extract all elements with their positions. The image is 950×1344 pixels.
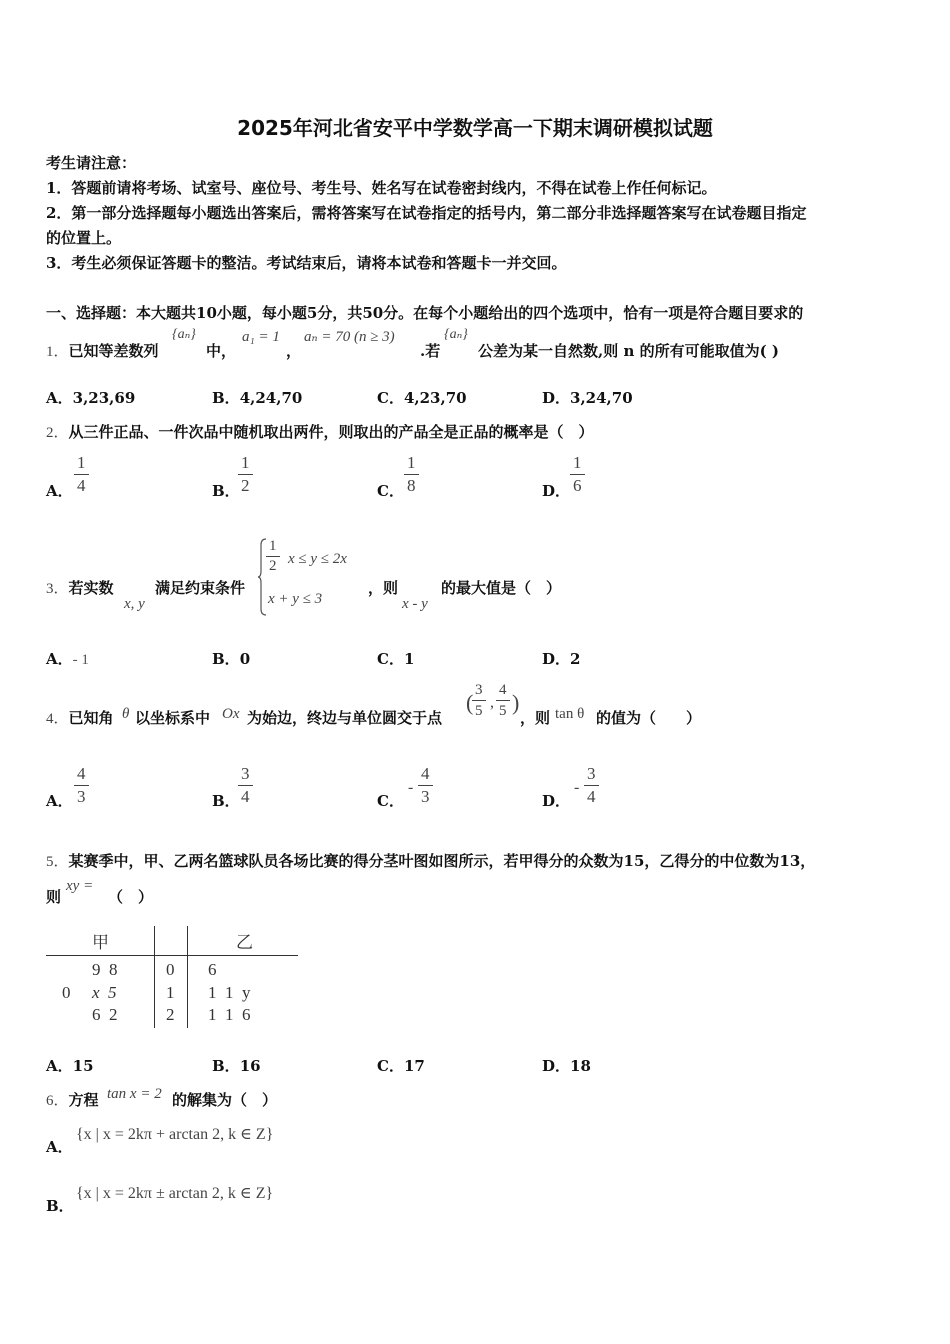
q4-option-c-fraction[interactable]: $\frac{4}{3}$ (418, 763, 433, 808)
q5-option-d[interactable]: D．18 (542, 1057, 591, 1075)
q1-text-3: ， (286, 342, 302, 360)
stem-leaf-row-stem: 0 (166, 960, 175, 979)
q3-text-4: 的最大值是（ ） (441, 579, 562, 597)
q6-option-a-label[interactable]: A． (46, 1138, 73, 1156)
q1-option-a[interactable]: A．3,23,69 (46, 389, 136, 407)
stem-leaf-row-right: 1 1 6 (208, 1005, 251, 1024)
page-title: 2025年河北省安平中学数学高一下期末调研模拟试题 (237, 116, 713, 140)
q6-text-2: 的解集为（ ） (172, 1091, 278, 1109)
q3-option-d[interactable]: D．2 (542, 650, 581, 668)
q3-option-a[interactable]: A．- 1 (46, 650, 89, 668)
q4-option-d-label[interactable]: D． (542, 792, 571, 810)
q3-vars: x, y (124, 596, 145, 612)
q6-option-a-set[interactable]: {x | x = 2kπ + arctan 2, k ∈ Z} (76, 1126, 274, 1143)
q5-option-c[interactable]: C．17 (377, 1057, 425, 1075)
stem-leaf-row-stem: 1 (166, 983, 175, 1002)
notice-heading: 考生请注意： (46, 154, 137, 172)
q1-sequence: {aₙ} (172, 327, 196, 342)
q4-point-y: $\frac{4}{5}$ (496, 680, 510, 721)
q5-expression: xy = (66, 878, 94, 894)
q1-option-b[interactable]: B．4,24,70 (212, 389, 303, 407)
q6-option-b-set[interactable]: {x | x = 2kπ ± arctan 2, k ∈ Z} (76, 1185, 274, 1202)
stem-leaf-row-right: 1 1 y (208, 983, 251, 1002)
question-2: 2．从三件正品、一件次品中随机取出两件，则取出的产品全是正品的概率是（ ） (46, 423, 594, 441)
stem-leaf-row-stem: 2 (166, 1005, 175, 1024)
q4-option-a-fraction[interactable]: $\frac{4}{3}$ (74, 763, 89, 808)
q4-text-2: 以坐标系中 (135, 709, 211, 727)
q2-option-d-fraction[interactable]: $\frac{1}{6}$ (570, 452, 585, 497)
question-5: 5．某赛季中，甲、乙两名篮球队员各场比赛的得分茎叶图如图所示，若甲得分的众数为15，乙得分的中位数为13， (46, 852, 816, 870)
q1-sequence-2: {aₙ} (444, 327, 468, 342)
q4-theta: θ (122, 706, 130, 722)
q4-option-d-fraction[interactable]: $\frac{3}{4}$ (584, 763, 599, 808)
section-heading: 一、选择题：本大题共10小题，每小题5分，共50分。在每个小题给出的四个选项中，恰有一项是符合题目要求的 (46, 304, 804, 322)
q4-option-b-label[interactable]: B． (212, 792, 240, 810)
notice-item-2-cont: 的位置上。 (46, 229, 122, 247)
stem-leaf-divider-left (154, 926, 155, 1028)
q3-option-c[interactable]: C．1 (377, 650, 415, 668)
stem-leaf-plot (46, 926, 300, 1032)
q1-text-5: 公差为某一自然数,则 n 的所有可能取值为( ) (478, 342, 779, 360)
q6-equation: tan x = 2 (107, 1086, 162, 1102)
q4-text-4: ，则 (520, 709, 551, 727)
q5-text-2: 则 (46, 888, 62, 906)
q2-text: 从三件正品、一件次品中随机取出两件，则取出的产品全是正品的概率是（ ） (68, 423, 594, 441)
stem-leaf-divider-right (187, 926, 188, 1028)
q2-option-c-label[interactable]: C． (377, 482, 404, 500)
question-6: 6．方程 (46, 1091, 99, 1109)
q2-option-c-fraction[interactable]: $\frac{1}{8}$ (404, 452, 419, 497)
q1-an: aₙ = 70 (n ≥ 3) (304, 329, 395, 345)
stem-leaf-row-left: x 5 (92, 983, 117, 1002)
q3-text-3: ，则 (368, 579, 399, 597)
stem-leaf-left-header: 甲 (92, 933, 109, 953)
q5-option-b[interactable]: B．16 (212, 1057, 261, 1075)
q5-option-a[interactable]: A．15 (46, 1057, 94, 1075)
q2-option-a-label[interactable]: A． (46, 482, 73, 500)
stem-leaf-row-extra: 0 (62, 983, 71, 1002)
q1-text-2: 中， (206, 342, 237, 360)
question-4: 4．已知角 (46, 709, 114, 727)
q4-ox: Ox (222, 706, 240, 722)
q3-constraint-2: x + y ≤ 3 (268, 591, 323, 607)
q4-option-b-fraction[interactable]: $\frac{3}{4}$ (238, 763, 253, 808)
q4-point-x: $\frac{3}{5}$ (472, 680, 486, 721)
q1-text-4: .若 (420, 342, 441, 360)
stem-leaf-row-left: 6 2 (92, 1005, 118, 1024)
q3-constraint-1: x ≤ y ≤ 2x (288, 551, 347, 567)
q2-option-b-fraction[interactable]: $\frac{1}{2}$ (238, 452, 253, 497)
q4-option-d-sign: - (574, 779, 580, 796)
q1-text-1: 已知等差数列 (68, 342, 159, 360)
question-number: 1． (46, 344, 69, 360)
stem-leaf-right-header: 乙 (236, 933, 253, 953)
q1-option-d[interactable]: D．3,24,70 (542, 389, 633, 407)
q4-tan: tan θ (555, 706, 585, 722)
q3-half-fraction: $\frac{1}{2}$ (266, 537, 280, 576)
q2-option-d-label[interactable]: D． (542, 482, 571, 500)
q2-option-a-fraction[interactable]: $\frac{1}{4}$ (74, 452, 89, 497)
stem-leaf-row-right: 6 (208, 960, 217, 979)
q4-text-5: 的值为（ ） (596, 709, 702, 727)
q4-option-c-label[interactable]: C． (377, 792, 404, 810)
stem-leaf-header-line (46, 955, 298, 956)
q4-text-3: 为始边，终边与单位圆交于点 (247, 709, 443, 727)
question-3: 3．若实数 (46, 579, 114, 597)
q3-option-b[interactable]: B．0 (212, 650, 251, 668)
q3-expression: x - y (402, 596, 428, 612)
notice-item-3: 3．考生必须保证答题卡的整洁。考试结束后，请将本试卷和答题卡一并交回。 (46, 254, 567, 272)
q5-text-3: （ ） (108, 888, 154, 906)
q4-option-c-sign: - (408, 779, 414, 796)
q1-option-c[interactable]: C．4,23,70 (377, 389, 467, 407)
q1-a1: a₁ = 1 (242, 329, 280, 345)
notice-item-2: 2．第一部分选择题每小题选出答案后，需将答案写在试卷指定的括号内，第二部分非选择题答案写在试卷题目指定 (46, 204, 807, 222)
q6-option-b-label[interactable]: B． (46, 1197, 74, 1215)
question-1 (46, 340, 159, 361)
q4-option-a-label[interactable]: A． (46, 792, 73, 810)
q2-option-b-label[interactable]: B． (212, 482, 240, 500)
q3-constraint-system (258, 537, 368, 617)
notice-item-1: 1．答题前请将考场、试室号、座位号、考生号、姓名写在试卷密封线内，不得在试卷上作任何标记。 (46, 179, 717, 197)
stem-leaf-row-left: 9 8 (92, 960, 118, 979)
q3-text-2: 满足约束条件 (155, 579, 246, 597)
